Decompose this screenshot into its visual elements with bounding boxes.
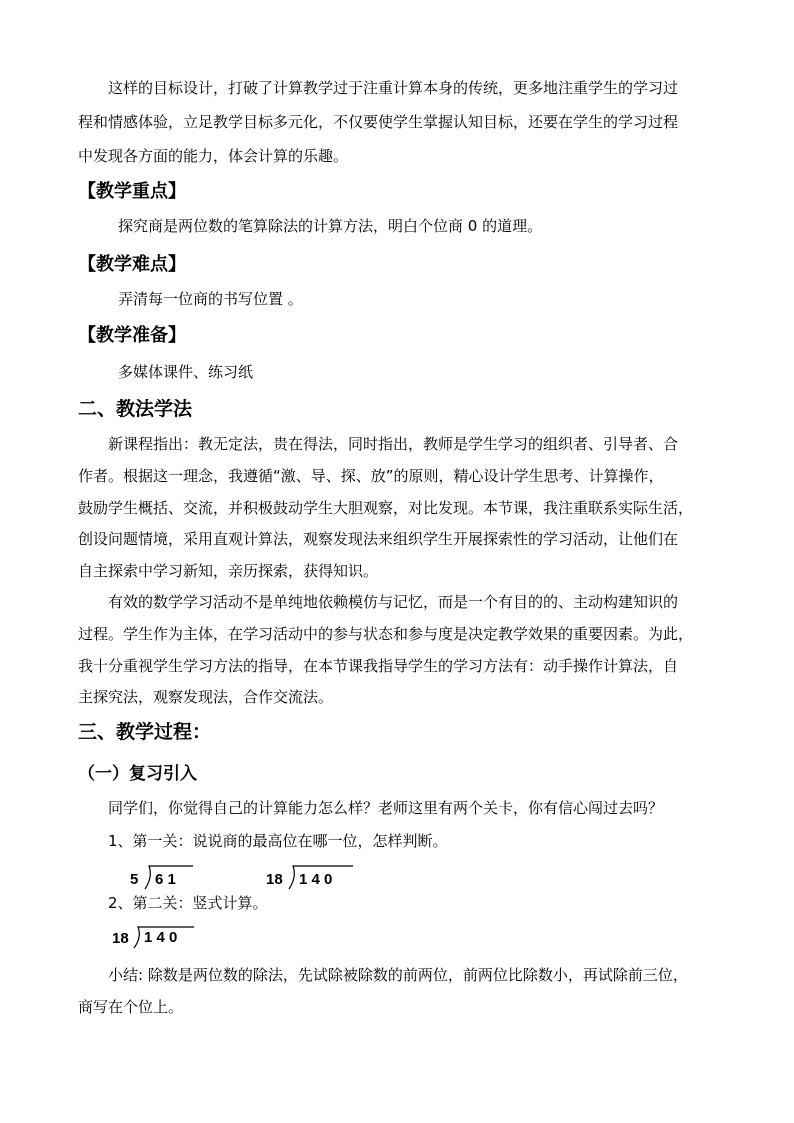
section-2-para2-line-1: 有效的数学学习活动不是单纯地依赖模仿与记忆，而是一个有目的的、主动构建知识的 xyxy=(108,593,679,611)
division-3-divisor: 18 xyxy=(112,930,129,947)
section-2-para1-line-1: 新课程指出：教无定法，贵在得法，同时指出，教师是学生学习的组织者、引导者、合 xyxy=(108,435,679,453)
section-2-para1-line-4: 创设问题情境，采用直观计算法，观察发现法来组织学生开展探索性的学习活动，让他们在 xyxy=(78,530,679,548)
section-2-para1-line-5: 自主探索中学习新知，亲历探索，获得知识。 xyxy=(78,562,379,580)
intro-text: 同学们，你觉得自己的计算能力怎么样？老师这里有两个关卡，你有信心闯过去吗？ xyxy=(108,799,664,817)
difficulty-text: 弄清每一位商的书写位置 。 xyxy=(118,290,303,308)
division-2-dividend: 1 4 0 xyxy=(299,871,333,888)
focus-heading: 【教学重点】 xyxy=(78,181,186,202)
section-3-title: 三、教学过程： xyxy=(78,721,212,743)
step-2-text: 2、第二关：竖式计算。 xyxy=(108,894,268,912)
division-2-divisor: 18 xyxy=(266,871,283,888)
focus-text: 探究商是两位数的笔算除法的计算方法，明白个位商 0 的道理。 xyxy=(118,217,543,235)
section-2-para1-line-3: 鼓励学生概括、交流，并积极鼓动学生大胆观察，对比发现。本节课，我注重联系实际生活， xyxy=(78,499,694,517)
division-1-divisor: 5 xyxy=(130,871,139,888)
summary-line-1: 小结: 除数是两位数的除法，先试除被除数的前两位，前两位比除数小，再试除前三位， xyxy=(108,966,688,984)
section-2-para2-line-2: 过程。学生作为主体，在学习活动中的参与状态和参与度是决定教学效果的重要因素。为此， xyxy=(78,625,694,643)
section-2-para2-line-3: 我十分重视学生学习方法的指导，在本节课我指导学生的学习方法有：动手操作计算法，自 xyxy=(78,657,679,675)
difficulty-heading: 【教学难点】 xyxy=(78,254,186,275)
step-1-text: 1、第一关：说说商的最高位在哪一位，怎样判断。 xyxy=(108,832,448,850)
prep-heading: 【教学准备】 xyxy=(78,325,186,346)
goal-para-line-2: 程和情感体验，立足教学目标多元化，不仅要使学生掌握认知目标，还要在学生的学习过程 xyxy=(78,113,679,131)
prep-text: 多媒体课件、练习纸 xyxy=(118,363,254,381)
summary-line-2: 商写在个位上。 xyxy=(78,998,184,1016)
goal-para-line-1: 这样的目标设计，打破了计算教学过于注重计算本身的传统，更多地注重学生的学习过 xyxy=(108,79,679,97)
division-3-dividend: 1 4 0 xyxy=(144,929,178,946)
review-subheading: （一）复习引入 xyxy=(78,764,197,784)
section-2-title: 二、教法学法 xyxy=(78,398,193,420)
section-2-para1-line-2: 作者。根据这一理念，我遵循“激、导、探、放”的原则，精心设计学生思考、计算操作， xyxy=(78,467,664,485)
section-2-para2-line-4: 主探究法，观察发现法，合作交流法。 xyxy=(78,688,334,706)
goal-para-line-3: 中发现各方面的能力，体会计算的乐趣。 xyxy=(78,147,349,165)
division-1-dividend: 6 1 xyxy=(155,871,176,888)
